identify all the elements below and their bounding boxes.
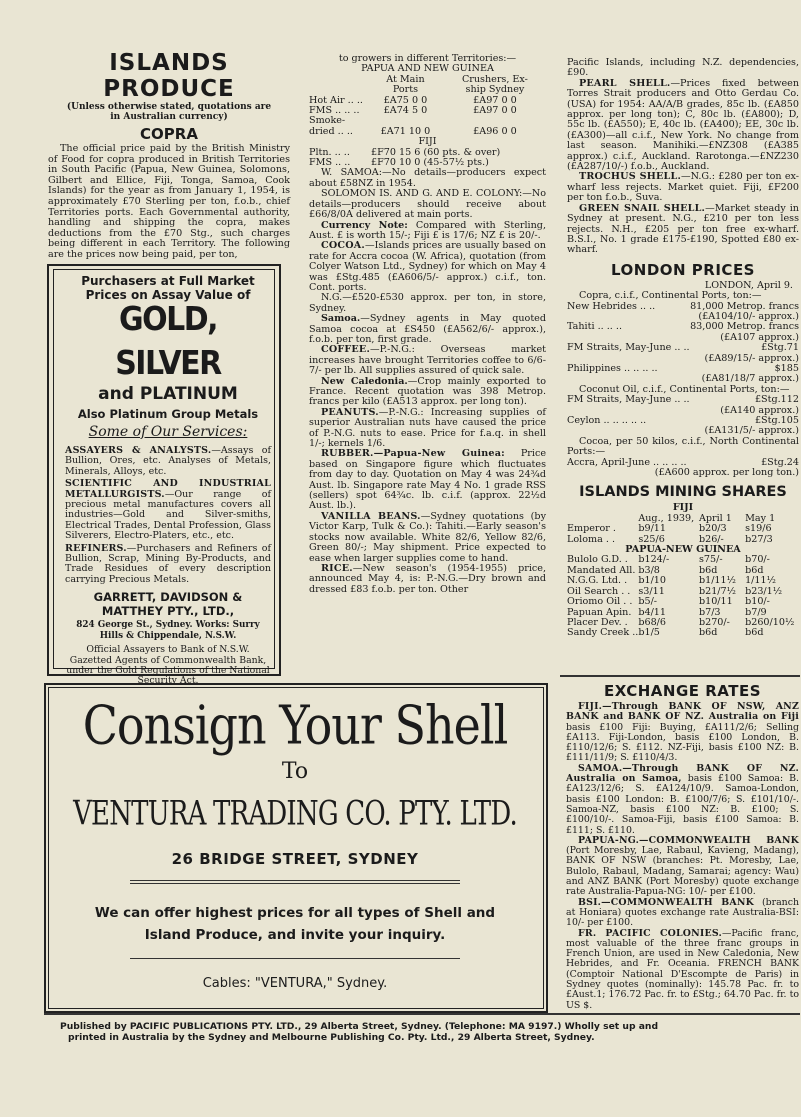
- list-item: New Hebrides .. .. 81,000 Metrop. francs: [567, 300, 799, 312]
- table-row: FMS .. .. .. £A74 5 0 £A97 0 0: [309, 105, 517, 117]
- w-samoa-para: W. SAMOA:—No details—producers expect about £58NZ in 1954.: [309, 167, 546, 189]
- table-row: Loloma . . s25/6 b26/- b27/3: [567, 533, 773, 545]
- list-item: (£A104/10/- approx.): [698, 310, 799, 322]
- list-item: FM Straits, May-June .. .. £Stg.71: [567, 342, 799, 354]
- list-item: (£A89/15/- approx.): [704, 352, 799, 364]
- gold-ad: [65, 274, 271, 687]
- middle-column: [309, 54, 546, 595]
- table-row: Pltn. .. .. £F70 15 6 (60 pts. & over): [309, 146, 501, 158]
- coconut-oil-line: Coconut Oil, c.i.f., Continental Ports, ton:—: [579, 383, 790, 395]
- table-row: FMS .. .. £F70 10 0 (45-57½ pts.): [309, 157, 489, 169]
- to-line: To: [281, 759, 309, 784]
- rubber-para: RUBBER.—Papua-New Guinea: Price based on Singapore figure which fluctuates from day to day. Quotation on May 4 was 24¾d Aust. lb. Singapore rate May 4 No. 1 grade RSS (sellers) spot 64¾c. lb. c.i.f. (approx. 22½d Aust. lb.).: [309, 448, 546, 512]
- services-heading: Some of Our Services:: [88, 424, 248, 440]
- territories-intro: to growers in different Territories:—: [338, 53, 517, 64]
- list-item: Tahiti .. .. .. 83,000 Metrop. francs: [567, 321, 799, 333]
- png-heading: PAPUA AND NEW GUINEA: [361, 63, 494, 75]
- samoa-exchange-para: SAMOA.—Through BANK OF NZ. Australia on Samoa, basis £100 Samoa: B. £A123/12/6; S. £A124/10/9. Samoa-London, basis £100 London: B. £100/7/6; S. £101/10/-. Samoa-NZ, basis £100 NZ: B. £100; S. £100/10/-. Samoa-Fiji, basis £100 Samoa: B. £111; S. £110.: [566, 762, 800, 836]
- currency-note-line1: (Unless otherwise stated, quotations are: [66, 102, 272, 112]
- london-prices-title: LONDON PRICES: [611, 260, 755, 279]
- bsi-exchange-para: BSI.—COMMONWEALTH BANK (branch at Honiara) quotes exchange rate Australia-BSI: 10/- per £100.: [566, 896, 799, 929]
- ad-rule: [130, 883, 460, 884]
- col-header-main: At Main: [386, 73, 425, 85]
- currency-note-line2: in Australian currency): [110, 112, 228, 122]
- col-header-may: May 1: [745, 512, 776, 524]
- exchange-rates-title: EXCHANGE RATES: [603, 682, 762, 700]
- footer-line2: printed in Australia by the Sydney and Melbourne Publishing Co. Pty. Ltd., 29 Alberta Street, Sydney.: [68, 1032, 595, 1043]
- scientific-service: SCIENTIFIC AND INDUSTRIAL METALLURGISTS.—Our range of precious metal manufactures covers all industries—Gold and Silver-smiths, Electrical Trades, Dental Profession, Glass Silverers, Electro-Platers, etc., etc.: [65, 478, 271, 542]
- list-item: Philippines .. .. .. .. $185: [567, 362, 799, 374]
- publisher-footer: [60, 1021, 800, 1043]
- list-item: Accra, April-June .. .. .. .. £Stg.24: [567, 456, 799, 468]
- ng-cocoa-para: N.G.—£520-£530 approx. per ton, in store, Sydney.: [309, 292, 546, 314]
- currency-note: Currency Note: Compared with Sterling, Aust. £ is worth 15/-; Fiji £ is 17/6; NZ £ is 20/-.: [309, 219, 546, 241]
- copra-london-line: Copra, c.i.f., Continental Ports, ton:—: [579, 290, 762, 302]
- consign-heading: Consign Your Shell: [82, 693, 508, 757]
- copra-price-table: [309, 75, 546, 137]
- copra-heading: COPRA: [140, 125, 198, 143]
- copra-text: The official price paid by the British Ministry of Food for copra produced in British Territories in South Pacific (Papua, New Guinea, Solomons, Gilbert and Ellice, Fiji, Tonga, Samoa, Cook Islands) for the year as from January 1, 1954, is approximately £70 Sterling per ton, f.o.b., chief Territories ports. Each Governmental authority, handling and shipping the copra, makes deductions from the £70 Stg., such charges being different in each Territory. The following are the prices now being paid, per ton,: [48, 143, 290, 260]
- solomon-para: SOLOMON IS. AND G. AND E. COLONY:—No details—producers should receive about £66/8/0A delivered at main ports.: [309, 188, 546, 221]
- table-row: Sandy Creek .. b1/5 b6d b6d: [567, 627, 764, 639]
- offer-line2: Island Produce, and invite your inquiry.: [144, 927, 446, 943]
- list-item: Ceylon .. .. .. .. .. £Stg.105: [567, 415, 799, 426]
- right-column: [567, 58, 799, 639]
- vanilla-para: VANILLA BEANS.—Sydney quotations (by Victor Karp, Tulk & Co.): Tahiti.—Early season's stocks now available. White 82/6, Yellow 82/6, Green 80/-; May shipment. Price expected to ease when larger supplies come to hand.: [309, 510, 546, 564]
- table-row: Papuan Apin. b4/11 b7/3 b7/9: [567, 606, 767, 618]
- mining-png-heading: PAPUA-NEW GUINEA: [625, 544, 741, 556]
- table-row: Smoke-: [309, 115, 346, 127]
- col-header-crushers: Crushers, Ex-: [461, 73, 528, 85]
- cables-line: Cables: "VENTURA," Sydney.: [202, 976, 388, 991]
- list-item: (£A131/5/- approx.): [704, 425, 799, 437]
- peanuts-para: PEANUTS.—P.-N.G.: Increasing supplies of superior Australian nuts have caused the price of P.-N.G. nuts to ease. Price for f.a.q. in shell 1/-; kernels 1/6.: [309, 406, 546, 450]
- list-item: (£A81/18/7 approx.): [701, 373, 799, 385]
- gold-ad-company: GARRETT, DAVIDSON & MATTHEY PTY., LTD.,: [93, 590, 243, 619]
- table-row: N.G.G. Ltd. . b1/10 b1/11½ 1/11½: [567, 575, 776, 587]
- new-caledonia-para: New Caledonia.—Crop mainly exported to France. Recent quotation was 398 Metrop. francs per kilo (£A513 approx. per long ton).: [309, 375, 546, 408]
- mining-shares-title: ISLANDS MINING SHARES: [579, 484, 787, 501]
- col-header-ship: ship Sydney: [465, 84, 525, 96]
- col-header-aug: Aug., 1939,: [638, 512, 695, 524]
- gold-ad-line1: Purchasers at Full Market: [81, 274, 255, 288]
- table-row: Oriomo Oil . . b5/- b10/11 b10/-: [567, 596, 770, 608]
- offer-line1: We can offer highest prices for all types of Shell and: [94, 905, 496, 921]
- mining-fiji-heading: FIJI: [672, 502, 694, 514]
- papua-exchange-para: PAPUA-NG.—COMMONWEALTH BANK (Port Moresby, Lae, Rabaul, Kavieng, Madang), BANK OF NSW (branches: Pt. Moresby, Lae, Bulolo, Rabaul, Madang, Samarai; agency: Wau) and ANZ BANK (Port Moresby) quote exchange rate Australia-Papua-NG: 10/- per £100.: [566, 834, 799, 898]
- table-row: Emperor . b9/11 b20/3 s19/6: [567, 523, 772, 535]
- trochus-para: TROCHUS SHELL.—N.G.: £280 per ton ex-wharf less rejects. Market quiet. Fiji, £F200 per ton f.o.b., Suva.: [567, 171, 799, 204]
- mining-table: [567, 514, 799, 639]
- rice-para: RICE.—New season's (1954-1955) price, announced May 4, is: P.-N.G.—Dry brown and dressed £83 f.o.b. per ton. Other: [309, 562, 546, 595]
- list-item: (£A140 approx.): [720, 404, 799, 416]
- fiji-heading: FIJI: [418, 136, 437, 148]
- table-row: dried .. .. £A71 10 0 £A96 0 0: [309, 125, 517, 137]
- pearl-shell-para: PEARL SHELL.—Prices fixed between Torres Strait producers and Otto Gerdau Co. (USA) for 1954: AA/A/B grades, 85c lb. (£A850 approx. per long ton); C, 80c lb. (£A800); D, 55c lb. (£A550); E, 40c lb. (£A400); EE, 30c lb. (£A300)—all c.i.f., New York. No change from last season. Manihiki.—£NZ308 (£A385 approx.) c.i.f., Auckland. Rarotonga.—£NZ230 (£A287/10/-) f.o.b., Auckland.: [567, 77, 799, 173]
- refiners-service: REFINERS.—Purchasers and Refiners of Bullion, Scrap, Mining By-Products, and Trade Residues of every description carrying Precious Metals.: [65, 542, 271, 585]
- london-oil-rows: [567, 395, 799, 437]
- pacific-islands-line: Pacific Islands, including N.Z. dependencies, £90.: [567, 57, 799, 79]
- platinum-heading: and PLATINUM: [98, 384, 238, 404]
- exchange-rates-column: [566, 680, 799, 1011]
- list-item: (£A107 approx.): [720, 331, 799, 343]
- ventura-company: VENTURA TRADING CO. PTY. LTD.: [73, 794, 517, 834]
- table-row: Bulolo G.D. . b124/- s75/- b70/-: [567, 554, 770, 566]
- islands-produce-title: ISLANDS PRODUCE: [103, 50, 235, 102]
- islands-produce-column: [48, 50, 290, 261]
- green-snail-para: GREEN SNAIL SHELL.—Market steady in Sydney at present. N.G., £210 per ton less rejects. N.H., £205 per ton free ex-wharf. B.S.I., No. 1 grade £175-£190, Spotted £80 ex-wharf.: [567, 202, 799, 256]
- shell-ad: [50, 694, 540, 995]
- col-header-april: April 1: [698, 512, 732, 524]
- list-item: (£A600 approx. per long ton.): [654, 467, 799, 479]
- london-copra-rows: [567, 302, 799, 385]
- table-row: Hot Air .. .. £A75 0 0 £A97 0 0: [309, 94, 517, 106]
- assayers-service: ASSAYERS & ANALYSTS.—Assays of Bullion, Ores, etc. Analyses of Metals, Minerals, Alloys, etc.: [65, 445, 271, 477]
- ventura-address: 26 BRIDGE STREET, SYDNEY: [171, 850, 419, 868]
- gold-ad-address: 824 George St., Sydney. Works: Surry Hills & Chippendale, N.S.W.: [76, 620, 260, 641]
- footer-line1: Published by PACIFIC PUBLICATIONS PTY. LTD., 29 Alberta Street, Sydney. (Telephone: MA 9197.) Wholly set up and: [60, 1021, 659, 1032]
- footer-rule: [44, 1013, 800, 1015]
- samoa-cocoa-para: Samoa.—Sydney agents in May quoted Samoa cocoa at £S450 (£A562/6/- approx.), f.o.b. per ton, first grade.: [309, 313, 546, 345]
- coffee-para: COFFEE.—P.-N.G.: Overseas market increases have brought Territories coffee to 6/6-7/- per lb. All supplies assured of quick sale.: [309, 344, 546, 377]
- cocoa-para: COCOA.—Islands prices are usually based on rate for Accra cocoa (W. Africa), quotation (from Colyer Watson Ltd., Sydney) for which on May 4 was £Stg.485 (£A606/5/- approx.) c.i.f., ton. Cont. ports.: [309, 240, 546, 293]
- fiji-price-table: [309, 148, 500, 169]
- fiji-exchange-para: FIJI.—Through BANK OF NSW, ANZ BANK and BANK OF NZ. Australia on Fiji basis £100 Fiji: Buying, £A111/2/6; Selling £A113. Fiji-London, basis £100 London, B. £110/12/6; S. £112. NZ-Fiji, basis £100 NZ: B. £111/11/9; S. £110/4/3.: [566, 701, 799, 764]
- col-header-ports: Ports: [392, 84, 419, 96]
- table-row: Oil Search . . s3/11 b21/7½ b23/1½: [567, 585, 783, 597]
- ad-rule: [130, 880, 460, 881]
- table-row: Mandated All. b3/8 b6d b6d: [567, 564, 764, 576]
- table-row: Placer Dev. . b68/6 b270/- b260/10½: [567, 616, 795, 628]
- exchange-divider: [560, 675, 800, 677]
- london-date: LONDON, April 9.: [704, 279, 793, 291]
- cocoa-london-line: Cocoa, per 50 kilos, c.i.f., North Continental Ports:—: [567, 435, 799, 458]
- gold-ad-official: Official Assayers to Bank of N.S.W. Gazetted Agents of Commonwealth Bank, under the Gold Regulations of the National Security Act.: [66, 644, 270, 687]
- fr-pacific-para: FR. PACIFIC COLONIES.—Pacific franc, most valuable of the three franc groups in French Union, are used in New Caledonia, New Hebrides, and Fr. Oceania. FRENCH BANK (Comptoir National D'Escompte de Paris) in Sydney quotes (nominally): 145.78 Pac. fr. to £Aust.1; 176.72 Pac. fr. to £Stg.; 64.70 Pac. fr. to US $.: [566, 927, 799, 1011]
- platinum-group-line: Also Platinum Group Metals: [77, 407, 259, 421]
- ad-rule: [130, 958, 460, 959]
- gold-ad-line2: Prices on Assay Value of: [85, 288, 251, 302]
- gold-silver-heading: GOLD, SILVER: [115, 300, 221, 383]
- list-item: FM Straits, May-June .. .. £Stg.112: [567, 394, 799, 406]
